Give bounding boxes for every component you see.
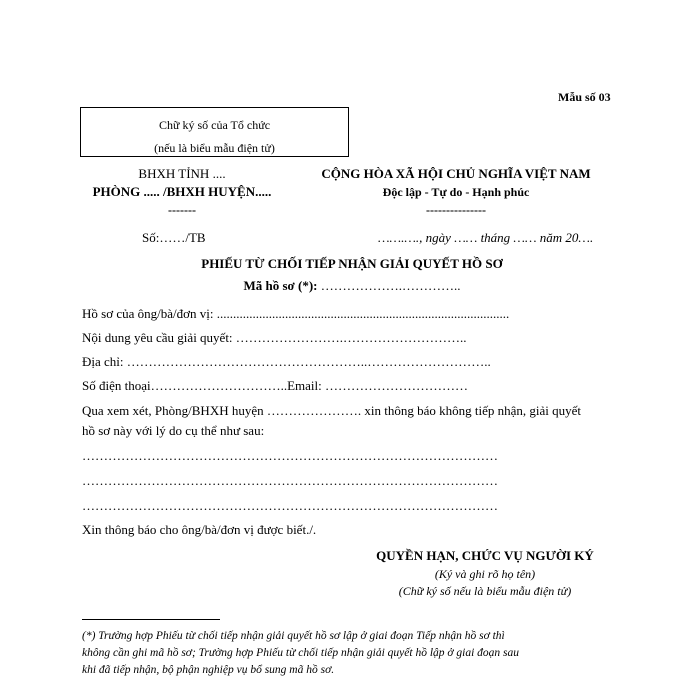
signer-note: (Ký và ghi rõ họ tên) xyxy=(434,567,536,581)
nation-motto: Độc lập - Tự do - Hạnh phúc xyxy=(382,185,530,199)
document-title: PHIẾU TỪ CHỐI TIẾP NHẬN GIẢI QUYẾT HỒ SƠ xyxy=(201,256,503,271)
review-line-2: hồ sơ này với lý do cụ thể như sau: xyxy=(82,423,265,438)
footnote-separator xyxy=(82,619,220,620)
agency-divider: ------- xyxy=(168,203,196,217)
form-number: Mẫu số 03 xyxy=(558,90,611,104)
agency-department: PHÒNG ..... /BHXH HUYỆN..... xyxy=(92,184,272,199)
reason-line: …………………………………………………………………………………… xyxy=(82,448,498,463)
footnote-line: (*) Trường hợp Phiếu từ chối tiếp nhận giải quyết hồ sơ lập ở giai đoạn Tiếp nhận hồ sơ thì xyxy=(82,630,505,642)
footnote-line: khi đã tiếp nhận, bộ phận nghiệp vụ bổ sung mã hồ sơ. xyxy=(82,664,335,676)
file-code-line xyxy=(82,278,622,294)
signature-box-note: (nếu là biểu mẫu điện tử) xyxy=(154,141,275,155)
signature-box-label: Chữ ký số của Tổ chức xyxy=(158,118,271,132)
file-code-value: ……………….………….. xyxy=(317,278,461,293)
document-number: Số:……/TB xyxy=(142,230,206,245)
signer-digital-note: (Chữ ký số nếu là biểu mẫu điện tử) xyxy=(398,584,572,598)
closing-sentence: Xin thông báo cho ông/bà/đơn vị được biết./. xyxy=(82,522,317,537)
footnote xyxy=(82,628,622,679)
field-phone-email: Số điện thoại…………………………..Email: …………………………… xyxy=(82,378,469,393)
field-request-content: Nội dung yêu cầu giải quyết: …………………….……………………….. xyxy=(82,330,467,345)
signer-title: QUYỀN HẠN, CHỨC VỤ NGƯỜI KÝ xyxy=(376,548,594,563)
reason-line: …………………………………………………………………………………… xyxy=(82,473,498,488)
agency-province: BHXH TỈNH .... xyxy=(138,166,226,181)
nation-name: CỘNG HÒA XÃ HỘI CHỦ NGHĨA VIỆT NAM xyxy=(321,166,591,181)
nation-divider: --------------- xyxy=(426,203,486,217)
reason-line: …………………………………………………………………………………… xyxy=(82,498,498,513)
field-address: Địa chỉ: ………………………………………………..……………………….. xyxy=(82,354,491,369)
file-code-label: Mã hồ sơ (*): xyxy=(243,278,318,293)
digital-signature-box xyxy=(80,107,349,157)
review-line-1: Qua xem xét, Phòng/BHXH huyện …………………. xin thông báo không tiếp nhận, giải quyết xyxy=(82,403,582,418)
place-date-line: …….…., ngày …… tháng …… năm 20…. xyxy=(378,230,594,245)
field-applicant: Hồ sơ của ông/bà/đơn vị: .......................................................................................... xyxy=(82,306,510,321)
footnote-line: không cần ghi mã hồ sơ; Trường hợp Phiếu từ chối tiếp nhận giải quyết hồ lập ở giai đoạn sau xyxy=(82,647,520,659)
